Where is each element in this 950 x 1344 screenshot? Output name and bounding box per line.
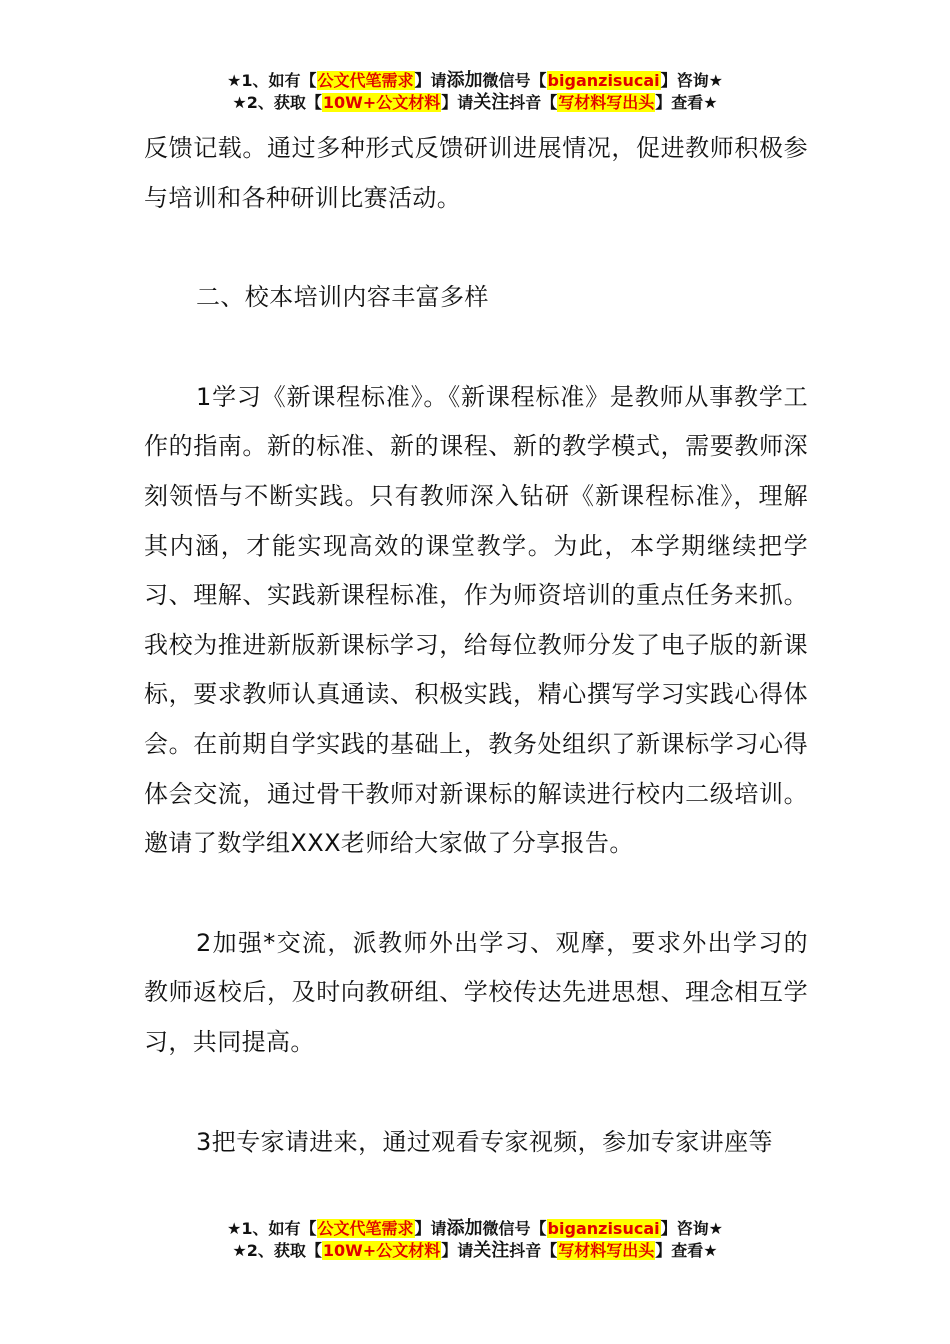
paragraph-gap (144, 223, 808, 273)
document-body (144, 124, 808, 1167)
banner-line-2: ★2、获取【10W+公文材料】请关注抖音【写材料写出头】查看★ (232, 1240, 718, 1261)
banner-line-1: ★1、如有【公文代笔需求】请添加微信号【biganzisucai】咨询★ (227, 1218, 723, 1239)
highlight-wechat-id: biganzisucai (547, 71, 660, 90)
highlight-douyin-id: 写材料写出头 (558, 1241, 655, 1260)
paragraph-5: 3把专家请进来，通过观看专家视频，参加专家讲座等 (196, 1127, 773, 1156)
banner-line-1: ★1、如有【公文代笔需求】请添加微信号【biganzisucai】咨询★ (227, 70, 723, 91)
highlight-materials: 10W+公文材料 (322, 93, 441, 112)
header-banner (0, 70, 950, 114)
footer-banner (0, 1218, 950, 1262)
paragraph-gap (144, 1068, 808, 1118)
banner-line-2: ★2、获取【10W+公文材料】请关注抖音【写材料写出头】查看★ (232, 92, 718, 113)
paragraph-3: 1学习《新课程标准》。《新课程标准》是教师从事教学工作的指南。新的标准、新的课程、新的教学模式，需要教师深刻领悟与不断实践。只有教师深入钻研《新课程标准》，理解其内涵，才能实现高效的课堂教学。为此，本学期继续把学习、理解、实践新课程标准，作为师资培训的重点任务来抓。我校为推进新版新课标学习，给每位教师分发了电子版的新课标，要求教师认真通读、积极实践，精心撰写学习实践心得体会。在前期自学实践的基础上，教务处组织了新课标学习心得体会交流，通过骨干教师对新课标的解读进行校内二级培训。邀请了数学组XXX老师给大家做了分享报告。 (144, 382, 808, 858)
section-heading: 二、校本培训内容丰富多样 (196, 283, 489, 312)
highlight-service: 公文代笔需求 (317, 1219, 414, 1238)
paragraph-1: 反馈记载。通过多种形式反馈研训进展情况，促进教师积极参与培训和各种研训比赛活动。 (144, 134, 808, 212)
paragraph-4: 2加强*交流，派教师外出学习、观摩，要求外出学习的教师返校后，及时向教研组、学校传达先进思想、理念相互学习，共同提高。 (144, 928, 808, 1056)
highlight-service: 公文代笔需求 (317, 71, 414, 90)
highlight-materials: 10W+公文材料 (322, 1241, 441, 1260)
paragraph-gap (144, 869, 808, 919)
paragraph-gap (144, 323, 808, 373)
highlight-wechat-id: biganzisucai (547, 1219, 660, 1238)
highlight-douyin-id: 写材料写出头 (558, 93, 655, 112)
